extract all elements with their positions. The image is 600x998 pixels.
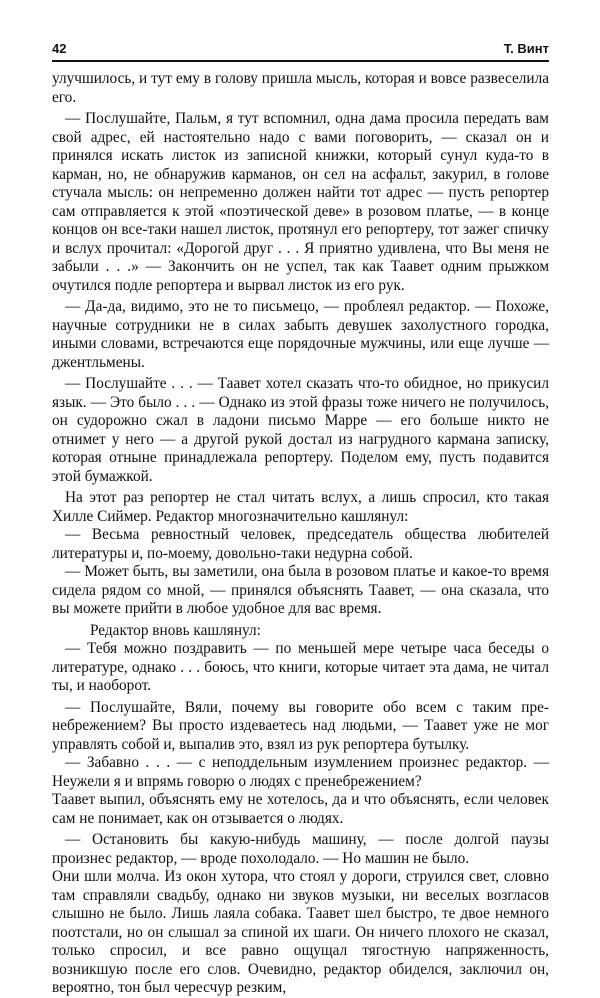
paragraph-8: Редактор вновь кашлянул: xyxy=(90,621,261,639)
page-number: 42 xyxy=(52,41,67,56)
paragraph-11: — Забавно . . . — с неподдельным изумлением произнес редактор. — Неужели я и впрямь говорю о людях с пренебрежением? xyxy=(52,754,549,790)
paragraph-1: улучшилось, и тут ему в голову пришла мысль, которая и вовсе развеселила его. xyxy=(52,70,549,106)
paragraph-14: Они шли молча. Из окон хутора, что стоял у дороги, струился свет, словно там справляли свадьбу, однако ни звуков музыки, ни веселых возгласов слышно не было. Лишь лаяла собака. Таавет шел быстро, те двое немного поотстали, но он слышал за спиной их шаги. Он ничего плохого не сказал, только спросил, и все равно ощущал тягостную напряженность, возникшую после его слов. Очевидно, редактор обиделся, заключил он, вероятно, тон был чересчур резким, xyxy=(52,868,549,996)
paragraph-7: — Может быть, вы заметили, она была в розовом платье и какое-то время сидела рядом со мной, — принялся объяснять Таавет, — она сказала, что вы можете прийти в любое удобное для вас время. xyxy=(52,563,549,617)
paragraph-2: — Послушайте, Пальм, я тут вспомнил, одна дама просила передать вам свой адрес, ей настоятельно надо с вами поговорить, — сказал он и принялся искать листок из записной книжки, который сунул куда-то в карман, но, не обнаружив карманов, он сел на асфальт, закурил, в голове стучала мысль: он непременно должен найти тот адрес — пусть репортер сам отправляется к этой «поэтической деве» в розовом платье, — в конце концов он все-таки нашел листок, протянул его репортеру, тот зажег спичку и вслух прочитал: «Дорогой друг . . . Я приятно удивлена, что Вы меня не забыли . . .» — Закончить он не успел, так как Таавет одним прыжком очутился подле репортера и вырвал листок из его рук. xyxy=(52,110,549,294)
paragraph-12: Таавет выпил, объяснять ему не хотелось, да и что объяснять, если человек сам не понимает, как он отзывается о людях. xyxy=(52,791,549,827)
body-text xyxy=(52,70,549,998)
running-head-author: Т. Винт xyxy=(503,41,549,56)
running-header xyxy=(52,38,549,56)
paragraph-13: — Остановить бы какую-нибудь машину, — после долгой паузы произнес редактор, — вроде похолодало. — Но машин не было. xyxy=(52,831,549,867)
paragraph-6: — Весьма ревностный человек, председатель общества любителей литературы и, по-моему, довольно-таки недурна собой. xyxy=(52,526,549,562)
paragraph-9: — Тебя можно поздравить — по меньшей мере четыре часа беседы о литературе, однако . . . боюсь, что книги, которые читает эта дама, не читал ты, и наоборот. xyxy=(52,640,549,694)
book-page xyxy=(52,38,549,998)
paragraph-5: На этот раз репортер не стал читать вслух, а лишь спросил, кто такая Хилле Сиймер. Редактор многозначительно кашлянул: xyxy=(52,489,549,525)
paragraph-4: — Послушайте . . . — Таавет хотел сказать что-то обидное, но прикусил язык. — Это было . . . — Однако из этой фразы тоже ничего не получилось, он судорожно сжал в ладони письмо Марре — его больше никто не отнимет у него — а другой рукой достал из нагрудного кармана записку, которая отныне принадлежала репортеру. Поделом ему, пусть подавится этой бумажкой. xyxy=(52,375,549,485)
paragraph-3: — Да-да, видимо, это не то письмецо, — проблеял редактор. — Похоже, научные сотрудники не в силах забыть девушек захолустного городка, иными словами, встречаются еще порядочные мужчины, или еще лучше — джентльмены. xyxy=(52,298,549,371)
header-rule xyxy=(52,60,549,62)
paragraph-10: — Послушайте, Вяли, почему вы говорите обо всем с таким пренебрежением? Вы просто издеваетесь над людьми, — Таавет уже не мог управлять собой и, выпалив это, взял из рук репортера бутылку. xyxy=(52,698,549,753)
